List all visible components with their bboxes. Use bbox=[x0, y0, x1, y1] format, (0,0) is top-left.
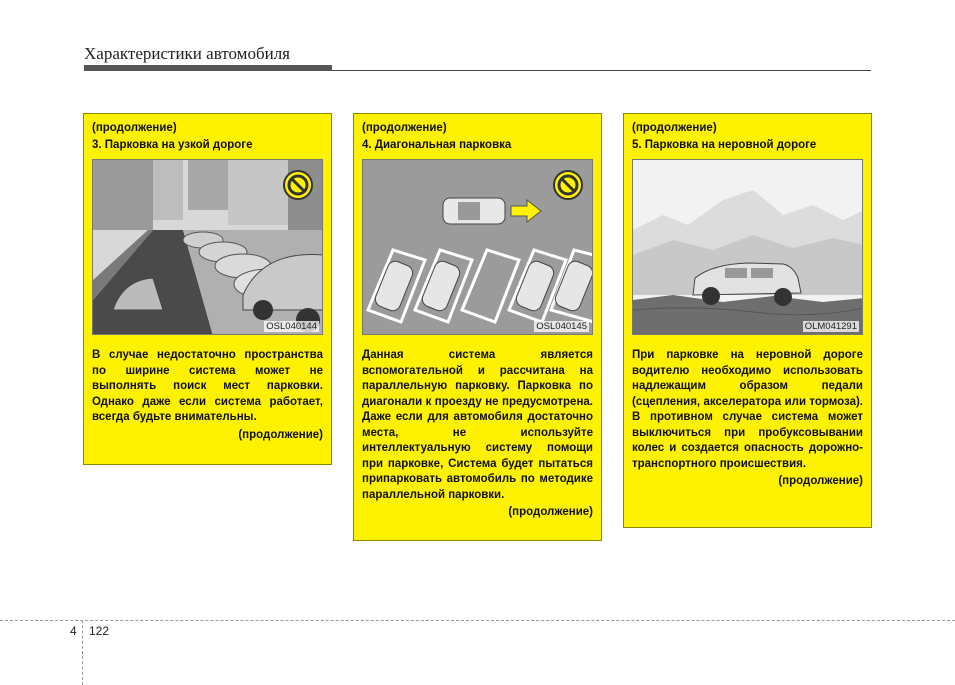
uneven-road-illustration bbox=[633, 160, 863, 335]
figure-code: OLM041291 bbox=[804, 321, 857, 332]
narrow-road-illustration bbox=[93, 160, 323, 335]
page-number: 122 bbox=[89, 624, 110, 638]
info-box-uneven-road bbox=[623, 113, 872, 528]
section-heading: 4. Диагональная парковка bbox=[362, 139, 512, 151]
info-box-narrow-road bbox=[83, 113, 332, 465]
footer-divider bbox=[0, 620, 955, 621]
figure-diagonal-parking bbox=[362, 159, 593, 335]
continued-label-top: (продолжение) bbox=[362, 122, 447, 134]
header-rule-thick bbox=[84, 65, 332, 71]
footer-vertical-divider bbox=[82, 620, 83, 685]
section-heading: 5. Парковка на неровной дороге bbox=[632, 139, 817, 151]
chapter-number: 4 bbox=[70, 624, 77, 638]
diagonal-parking-illustration bbox=[363, 160, 593, 335]
figure-uneven-road bbox=[632, 159, 863, 335]
section-heading: 3. Парковка на узкой дороге bbox=[92, 139, 253, 151]
section-body-text: Данная система является вспомогательной и рассчитана на параллельную парковку. Парковка по диагонали к проезду не предусмотрена. Даже если для автомобиля достаточно места, не используйте интеллектуальную систему помощи при парковке, Система будет пытаться припарковать автомобиль по методике параллельной парковки. bbox=[362, 349, 593, 501]
continued-label-top: (продолжение) bbox=[92, 122, 177, 134]
figure-narrow-road bbox=[92, 159, 323, 335]
info-box-diagonal-parking bbox=[353, 113, 602, 541]
section-body-text: В случае недостаточно пространства по ширине система может не выполнять поиск мест парковки. Однако даже если система работает, всегда будьте внимательны. bbox=[92, 349, 323, 423]
continued-label-bottom: (продолжение) bbox=[778, 475, 863, 487]
header-rule-thin bbox=[332, 70, 871, 71]
section-body-text: При парковке на неровной дороге водителю необходимо использовать надлежащим образом педали (сцепления, акселератора или тормоза). В противном случае система может выключиться при пробуксовывании колес и создается опасность дорожно-транспортного происшествия. bbox=[632, 349, 863, 470]
continued-label-top: (продолжение) bbox=[632, 122, 717, 134]
page-header-title: Характеристики автомобиля bbox=[84, 44, 290, 63]
figure-code: OSL040145 bbox=[536, 321, 587, 332]
continued-label-bottom: (продолжение) bbox=[508, 506, 593, 518]
figure-code: OSL040144 bbox=[266, 321, 317, 332]
continued-label-bottom: (продолжение) bbox=[238, 428, 323, 441]
